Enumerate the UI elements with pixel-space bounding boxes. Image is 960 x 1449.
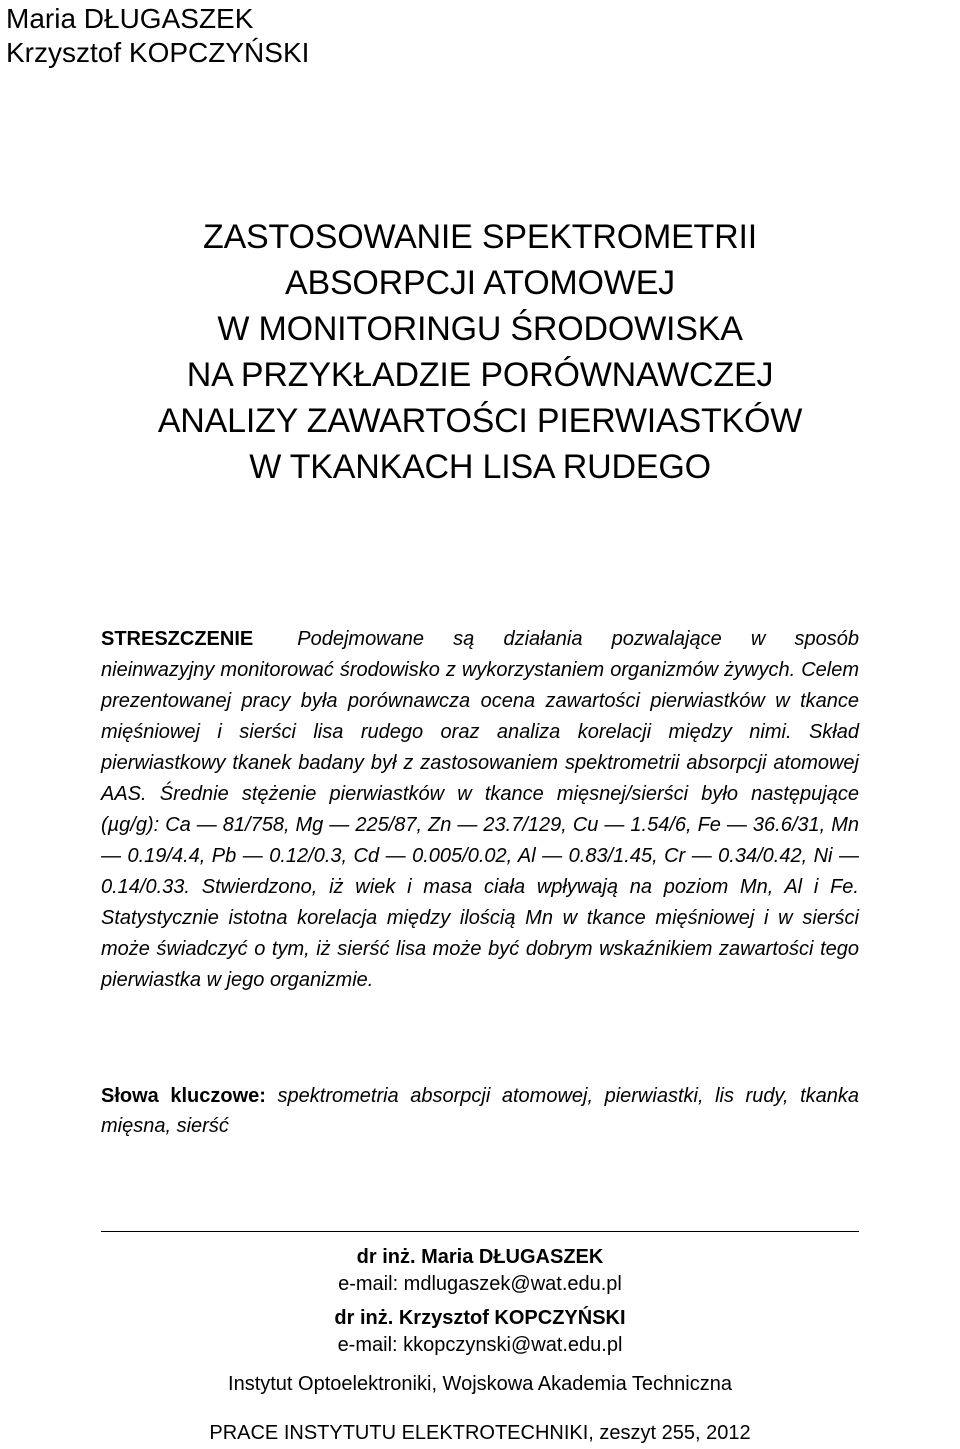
author-affiliation <box>0 1305 960 1359</box>
title-line: ANALIZY ZAWARTOŚCI PIERWIASTKÓW <box>157 402 803 440</box>
abstract <box>101 624 859 996</box>
author-name: Krzysztof KOPCZYŃSKI <box>6 37 310 68</box>
author-affiliation-name: dr inż. Krzysztof KOPCZYŃSKI <box>334 1307 626 1329</box>
keywords-label: Słowa kluczowe: <box>101 1085 266 1107</box>
author-email: e-mail: kkopczynski@wat.edu.pl <box>337 1334 623 1356</box>
title-line: W TKANKACH LISA RUDEGO <box>249 448 711 486</box>
title-line: ZASTOSOWANIE SPEKTROMETRII <box>203 218 757 256</box>
author-list <box>6 2 309 70</box>
paper-title <box>0 214 960 490</box>
author-affiliation <box>0 1244 960 1298</box>
title-line: W MONITORINGU ŚRODOWISKA <box>217 310 743 348</box>
author-name: Maria DŁUGASZEK <box>6 3 254 34</box>
abstract-text: Podejmowane są działania pozwalające w sposób nieinwazyjny monitorować środowisko z wykorzystaniem organizmów żywych. Celem prezentowanej pracy była porównawcza ocena zawartości pierwiastków w tkance mięśniowej i sierści lisa rudego oraz analiza korelacji między nimi. Skład pierwiastkowy tkanek badany był z zastosowaniem spektrometrii absorpcji atomowej AAS. Średnie stężenie pierwiastków w tkance mięsnej/sierści było następujące (µg/g): Ca — 81/758, Mg — 225/87, Zn — 23.7/129, Cu — 1.54/6, Fe — 36.6/31, Mn — 0.19/4.4, Pb — 0.12/0.3, Cd — 0.005/0.02, Al — 0.83/1.45, Cr — 0.34/0.42, Ni — 0.14/0.33. Stwierdzono, iż wiek i masa ciała wpływają na poziom Mn, Al i Fe. Statystycznie istotna korelacja między ilością Mn w tkance mięśniowej i w sierści może świadczyć o tym, iż sierść lisa może być dobrym wskaźnikiem zawartości tego pierwiastka w jego organizmie. <box>101 628 859 991</box>
footer-divider <box>101 1231 859 1232</box>
author-email: e-mail: mdlugaszek@wat.edu.pl <box>338 1273 622 1295</box>
journal-citation: PRACE INSTYTUTU ELEKTROTECHNIKI, zeszyt 255, 2012 <box>209 1422 751 1444</box>
abstract-label: STRESZCZENIE <box>101 628 254 650</box>
title-line: ABSORPCJI ATOMOWEJ <box>285 264 675 302</box>
keywords-text: spektrometria absorpcji atomowej, pierwiastki, lis rudy, tkanka mięsna, sierść <box>101 1085 860 1137</box>
keywords <box>101 1081 859 1141</box>
author-affiliation-name: dr inż. Maria DŁUGASZEK <box>356 1246 604 1268</box>
title-line: NA PRZYKŁADZIE PORÓWNAWCZEJ <box>186 356 774 394</box>
institute-name: Instytut Optoelektroniki, Wojskowa Akademia Techniczna <box>228 1373 732 1395</box>
